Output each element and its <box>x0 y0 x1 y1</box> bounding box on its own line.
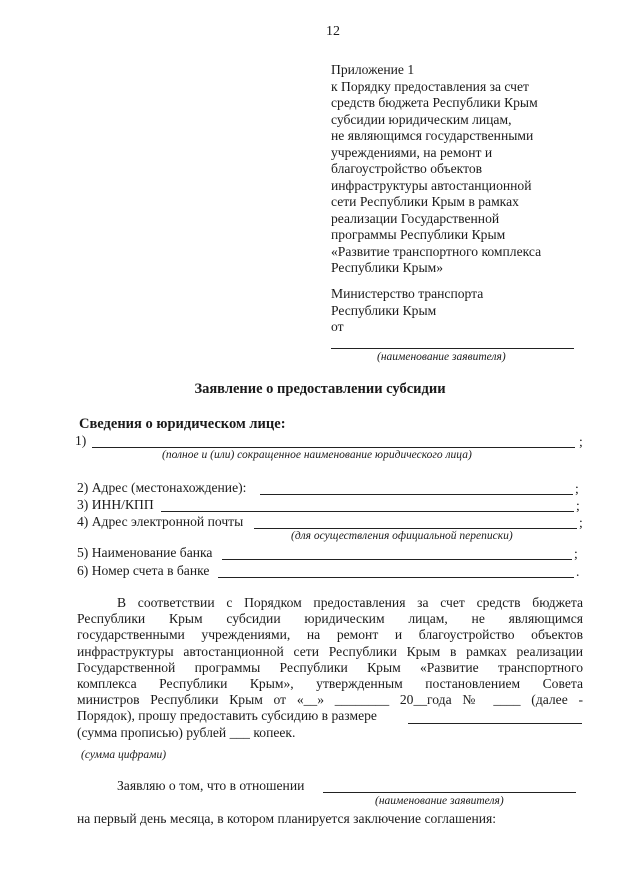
paragraph-line: В соответствии с Порядком предоставления за счет средств бюджета <box>117 595 583 610</box>
appendix-line: субсидии юридическим лицам, <box>331 111 512 127</box>
subsidy-amount-line[interactable] <box>408 723 582 724</box>
appendix-block <box>331 62 621 277</box>
bank-name-line[interactable] <box>222 559 572 560</box>
addressee-line: Министерство транспорта <box>331 286 484 301</box>
paragraph-line: Порядок), прошу предоставить субсидию в размере <box>77 708 377 724</box>
field-4-semicolon: ; <box>579 515 583 530</box>
paragraph-line: государственными учреждениями, на ремонт и благоустройство объектов <box>77 627 583 643</box>
declaration-applicant-caption: (наименование заявителя) <box>375 795 504 807</box>
field-6-label: 6) Номер счета в банке <box>77 563 210 578</box>
paragraph-line: комплекса Республики Крым», утвержденным постановлением Совета <box>77 676 583 692</box>
addressee-line: от <box>331 319 344 334</box>
field-4-label: 4) Адрес электронной почты <box>77 514 244 529</box>
appendix-line: учреждениями, на ремонт и <box>331 144 493 160</box>
section-title: Сведения о юридическом лице: <box>79 416 286 432</box>
appendix-line: к Порядку предоставления за счет <box>331 78 529 94</box>
appendix-line: средств бюджета Республики Крым <box>331 95 538 110</box>
addressee-line: Республики Крым <box>331 302 437 318</box>
field-5-label: 5) Наименование банка <box>77 545 213 560</box>
paragraph-line: Государственной программы Республики Крым «Развитие транспортного <box>77 659 583 675</box>
field-1-semicolon: ; <box>579 434 583 449</box>
field-2-label: 2) Адрес (местонахождение): <box>77 480 247 495</box>
declaration-applicant-line[interactable] <box>323 792 576 793</box>
main-paragraph <box>77 595 583 741</box>
declaration-line-2: на первый день месяца, в котором планируется заключение соглашения: <box>77 811 497 826</box>
field-5-semicolon: ; <box>574 546 578 561</box>
appendix-line: Приложение 1 <box>331 62 415 77</box>
addressee-block <box>331 286 483 336</box>
field-3-label: 3) ИНН/КПП <box>77 497 154 512</box>
applicant-caption: (наименование заявителя) <box>377 351 506 363</box>
paragraph-line: инфраструктуры автостанционной сети Республики Крым в рамках реализации <box>77 643 583 659</box>
appendix-line: не являющимся государственными <box>331 128 534 143</box>
legal-entity-name-caption: (полное и (или) сокращенное наименование юридического лица) <box>162 449 472 461</box>
appendix-line: Республики Крым» <box>331 260 443 275</box>
inn-kpp-line[interactable] <box>161 511 574 512</box>
field-1-label: 1) <box>75 433 87 448</box>
email-line[interactable] <box>254 528 577 529</box>
applicant-name-line[interactable] <box>331 348 574 349</box>
declaration-text: Заявляю о том, что в отношении <box>117 778 305 793</box>
appendix-line: сети Республики Крым в рамках <box>331 194 519 209</box>
field-2-semicolon: ; <box>575 481 579 496</box>
field-3-semicolon: ; <box>576 498 580 513</box>
appendix-line: реализации Государственной <box>331 210 500 226</box>
paragraph-line: министров Республики Крым от «__» ________ 20__года № ____ (далее - <box>77 692 583 708</box>
field-6-period: . <box>576 564 580 579</box>
account-number-line[interactable] <box>218 577 574 578</box>
paragraph-line: (сумма прописью) рублей ___ копеек. <box>77 724 296 740</box>
amount-digits-caption: (сумма цифрами) <box>81 749 167 761</box>
paragraph-line: Республики Крым субсидии юридическим лицам, не являющимся <box>77 611 583 627</box>
legal-entity-name-line[interactable] <box>92 447 575 448</box>
appendix-line: «Развитие транспортного комплекса <box>331 243 542 259</box>
appendix-line: благоустройство объектов <box>331 161 483 176</box>
address-line[interactable] <box>260 494 573 495</box>
document-title: Заявление о предоставлении субсидии <box>194 381 446 397</box>
appendix-line: программы Республики Крым <box>331 227 506 242</box>
page-number: 12 <box>326 24 340 39</box>
appendix-line: инфраструктуры автостанционной <box>331 177 532 193</box>
email-caption: (для осуществления официальной переписки) <box>291 530 513 542</box>
